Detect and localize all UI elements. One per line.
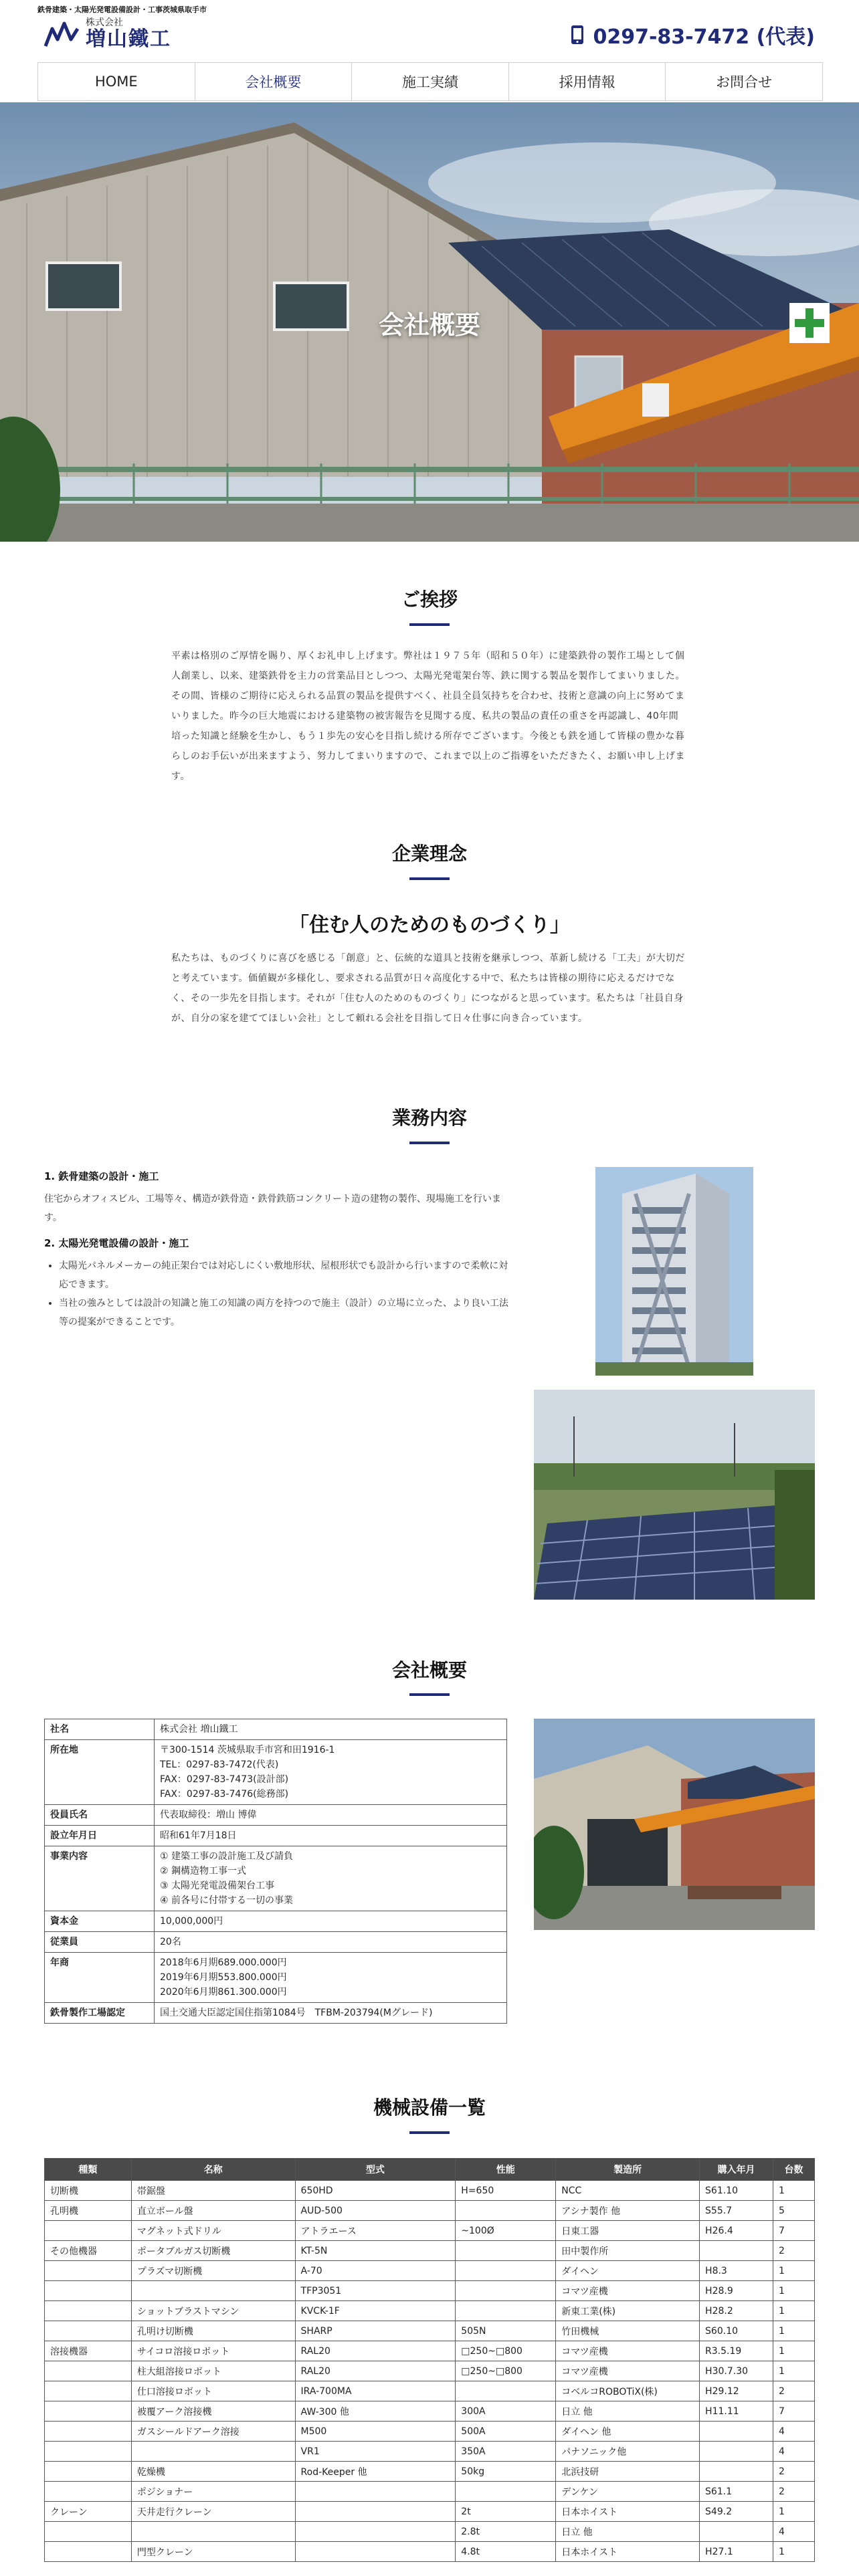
- factory-photo: [534, 1719, 815, 1930]
- global-nav: [37, 62, 823, 101]
- table-cell: プラズマ切断機: [131, 2261, 295, 2281]
- table-cell: [456, 2201, 556, 2221]
- table-cell: 仕口溶接ロボット: [131, 2381, 295, 2401]
- table-cell: VR1: [295, 2442, 456, 2462]
- table-row: [45, 2502, 815, 2522]
- table-cell: 日立 他: [556, 2522, 700, 2542]
- table-row: [45, 2542, 815, 2562]
- table-value: [155, 1911, 507, 1932]
- table-row: [45, 1932, 507, 1953]
- table-cell: TFP3051: [295, 2281, 456, 2301]
- machines-title: 機械設備一覧: [373, 2097, 486, 2119]
- table-value: [155, 1846, 507, 1911]
- nav-works[interactable]: 施工実績: [352, 63, 509, 100]
- table-cell: 乾燥機: [131, 2462, 295, 2482]
- table-cell: [131, 2442, 295, 2462]
- table-cell: RAL20: [295, 2361, 456, 2381]
- philosophy-body: 私たちは、ものづくりに喜びを感じる「創意」と、伝統的な道具と技術を継承しつつ、革新し続ける「工夫」が大切だと考えています。価値観が多様化し、要求される品質が日々高度化する中で、私たちは皆様の期待に応えるだけでなく、その一歩先を目指します。それが「住む人のためのものづくり」につながると思っています。私たちは「社員自身が、自分の家を建ててほしい会社」として頼れる会社を目指して日々仕事に向き合っています。: [171, 953, 685, 1024]
- table-cell: 2: [773, 2241, 815, 2261]
- table-cell: H27.1: [700, 2542, 773, 2562]
- table-cell: 2: [773, 2381, 815, 2401]
- list-item: • 当社の強みとしては設計の知識と施工の知識の両方を持つので施主（設計）の立場に立った、より良い工法等の提案ができることです。: [59, 1294, 512, 1331]
- table-value: [155, 2003, 507, 2024]
- table-cell: H30.7.30: [700, 2361, 773, 2381]
- table-row: [45, 1719, 507, 1740]
- table-cell: [700, 2422, 773, 2442]
- table-cell: [456, 2482, 556, 2502]
- table-value-line: 株式会社 増山鐵工: [160, 1724, 238, 1735]
- column-header: 製造所: [556, 2159, 700, 2181]
- table-value-line: 国土交通大臣認定国住指第1084号 TFBM-203794(Mグレード): [160, 2008, 433, 2018]
- logo-company-type: 株式会社: [86, 17, 123, 28]
- table-row: [45, 2261, 815, 2281]
- table-row: [45, 1805, 507, 1826]
- table-cell: [45, 2482, 132, 2502]
- table-cell: 4.8t: [456, 2542, 556, 2562]
- table-cell: 1: [773, 2181, 815, 2201]
- table-cell: 505N: [456, 2321, 556, 2341]
- table-value: [155, 1826, 507, 1846]
- table-cell: 孔明け切断機: [131, 2321, 295, 2341]
- table-value-line: ② 鋼構造物工事一式: [160, 1866, 247, 1876]
- greeting-title: ご挨拶: [401, 588, 458, 611]
- table-row: [45, 2003, 507, 2024]
- table-cell: AW-300 他: [295, 2401, 456, 2422]
- table-cell: [295, 2522, 456, 2542]
- table-cell: [456, 2281, 556, 2301]
- table-cell: 門型クレーン: [131, 2542, 295, 2562]
- table-key: 社名: [45, 1719, 155, 1740]
- hero-title: 会社概要: [378, 310, 480, 340]
- table-cell: M500: [295, 2422, 456, 2442]
- table-cell: 7: [773, 2221, 815, 2241]
- table-cell: 2: [773, 2462, 815, 2482]
- column-header: 購入年月: [700, 2159, 773, 2181]
- company-title-underline: [409, 1693, 450, 1696]
- table-cell: [700, 2462, 773, 2482]
- table-cell: H11.11: [700, 2401, 773, 2422]
- table-cell: 1: [773, 2542, 815, 2562]
- site-tagline: 鉄骨建築・太陽光発電設備設計・工事茨城県取手市: [37, 5, 207, 14]
- table-cell: 北浜技研: [556, 2462, 700, 2482]
- table-value-line: ③ 太陽光発電設備架台工事: [160, 1881, 275, 1891]
- table-key: 資本金: [45, 1911, 155, 1932]
- table-key: 鉄骨製作工場認定: [45, 2003, 155, 2024]
- table-cell: RAL20: [295, 2341, 456, 2361]
- table-cell: 5: [773, 2201, 815, 2221]
- table-cell: H28.2: [700, 2301, 773, 2321]
- table-cell: コマツ産機: [556, 2281, 700, 2301]
- table-cell: 1: [773, 2341, 815, 2361]
- table-cell: S60.10: [700, 2321, 773, 2341]
- hero-banner: [0, 102, 859, 542]
- table-row: [45, 2301, 815, 2321]
- table-cell: [45, 2361, 132, 2381]
- table-cell: 被覆アーク溶接機: [131, 2401, 295, 2422]
- business-title-underline: [409, 1142, 450, 1144]
- table-cell: 竹田機械: [556, 2321, 700, 2341]
- table-value: [155, 1719, 507, 1740]
- table-cell: [45, 2522, 132, 2542]
- table-cell: 4: [773, 2522, 815, 2542]
- philosophy-motto: 「住む人のためのものづくり」: [289, 914, 570, 937]
- table-key: 従業員: [45, 1932, 155, 1953]
- table-cell: H29.12: [700, 2381, 773, 2401]
- table-value-line: 昭和61年7月18日: [160, 1830, 237, 1841]
- business-heading-steel: 1. 鉄骨建築の設計・施工: [44, 1170, 159, 1182]
- table-cell: Rod-Keeper 他: [295, 2462, 456, 2482]
- table-cell: 日東工器: [556, 2221, 700, 2241]
- table-row: [45, 2442, 815, 2462]
- table-row: [45, 1911, 507, 1932]
- business-content: [44, 1167, 512, 1331]
- table-cell: [45, 2221, 132, 2241]
- column-header: 台数: [773, 2159, 815, 2181]
- table-row: [45, 2381, 815, 2401]
- table-row: [45, 1740, 507, 1805]
- column-header: 種類: [45, 2159, 132, 2181]
- table-cell: H8.3: [700, 2261, 773, 2281]
- table-cell: [45, 2422, 132, 2442]
- table-value-line: 2020年6月期861.300.000円: [160, 1987, 287, 1998]
- table-cell: 50kg: [456, 2462, 556, 2482]
- table-cell: 孔明機: [45, 2201, 132, 2221]
- solar-field-photo: [534, 1390, 815, 1600]
- nav-contact[interactable]: お問合せ: [716, 74, 773, 90]
- table-key: 所在地: [45, 1740, 155, 1805]
- table-cell: 日本ホイスト: [556, 2502, 700, 2522]
- table-cell: [700, 2522, 773, 2542]
- machine-table-body: [45, 2181, 815, 2562]
- table-cell: アシナ製作 他: [556, 2201, 700, 2221]
- table-cell: [456, 2301, 556, 2321]
- machines-title-underline: [409, 2131, 450, 2134]
- table-cell: 1: [773, 2502, 815, 2522]
- table-row: [45, 2321, 815, 2341]
- nav-home[interactable]: HOME: [38, 63, 195, 100]
- table-cell: S61.10: [700, 2181, 773, 2201]
- table-cell: コベルコROBOTiX(株): [556, 2381, 700, 2401]
- table-cell: 柱大組溶接ロボット: [131, 2361, 295, 2381]
- table-row: [45, 2401, 815, 2422]
- table-cell: 新東工業(株): [556, 2301, 700, 2321]
- table-cell: 1: [773, 2261, 815, 2281]
- business-solar-list: [59, 1257, 512, 1331]
- table-key: 事業内容: [45, 1846, 155, 1911]
- column-header: 名称: [131, 2159, 295, 2181]
- table-cell: クレーン: [45, 2502, 132, 2522]
- table-cell: [700, 2442, 773, 2462]
- table-cell: 4: [773, 2442, 815, 2462]
- table-cell: [45, 2442, 132, 2462]
- table-cell: [131, 2522, 295, 2542]
- table-cell: [456, 2381, 556, 2401]
- table-cell: 2.8t: [456, 2522, 556, 2542]
- table-cell: ダイヘン: [556, 2261, 700, 2281]
- table-row: [45, 2522, 815, 2542]
- table-cell: 溶接機器: [45, 2341, 132, 2361]
- table-key: 年商: [45, 1953, 155, 2003]
- table-cell: ~100Ø: [456, 2221, 556, 2241]
- table-cell: コマツ産機: [556, 2341, 700, 2361]
- table-value-line: 20名: [160, 1937, 181, 1947]
- table-cell: [45, 2462, 132, 2482]
- logo-company-name: 増山鐵工: [86, 27, 171, 51]
- table-cell: 1: [773, 2321, 815, 2341]
- header-phone[interactable]: [570, 20, 815, 49]
- table-row: [45, 2462, 815, 2482]
- table-cell: 300A: [456, 2401, 556, 2422]
- table-cell: 2t: [456, 2502, 556, 2522]
- table-cell: [456, 2241, 556, 2261]
- table-cell: [131, 2281, 295, 2301]
- table-value: [155, 1953, 507, 2003]
- nav-recruit[interactable]: 採用情報: [509, 63, 666, 100]
- table-cell: 日立 他: [556, 2401, 700, 2422]
- table-row: [45, 2201, 815, 2221]
- table-cell: □250~□800: [456, 2361, 556, 2381]
- table-row: [45, 2181, 815, 2201]
- table-cell: 500A: [456, 2422, 556, 2442]
- table-value-line: ④ 前各号に付帯する一切の事業: [160, 1895, 294, 1906]
- table-cell: IRA-700MA: [295, 2381, 456, 2401]
- company-profile-table: [44, 1719, 507, 2024]
- table-row: [45, 1953, 507, 2003]
- table-cell: 650HD: [295, 2181, 456, 2201]
- table-cell: 帯鋸盤: [131, 2181, 295, 2201]
- table-cell: [45, 2261, 132, 2281]
- table-cell: [456, 2261, 556, 2281]
- machine-equipment-table: [44, 2158, 815, 2562]
- table-row: [45, 2221, 815, 2241]
- table-cell: 2: [773, 2482, 815, 2502]
- phone-icon: [570, 25, 585, 45]
- table-value-line: 2019年6月期553.800.000円: [160, 1972, 287, 1983]
- phone-number: 0297-83-7472 (代表): [593, 25, 815, 49]
- nav-company[interactable]: 会社概要: [195, 63, 353, 100]
- table-value: [155, 1740, 507, 1805]
- table-cell: SHARP: [295, 2321, 456, 2341]
- table-cell: [45, 2281, 132, 2301]
- table-cell: 1: [773, 2281, 815, 2301]
- table-value-line: FAX：0297-83-7476(総務部): [160, 1789, 289, 1800]
- philosophy-title-underline: [409, 877, 450, 880]
- business-heading-solar: 2. 太陽光発電設備の設計・施工: [44, 1237, 189, 1249]
- table-cell: 天井走行クレーン: [131, 2502, 295, 2522]
- table-key: 役員氏名: [45, 1805, 155, 1826]
- column-header: 性能: [456, 2159, 556, 2181]
- table-row: [45, 1826, 507, 1846]
- table-cell: ポータブルガス切断機: [131, 2241, 295, 2261]
- table-cell: ショットブラストマシン: [131, 2301, 295, 2321]
- table-cell: 350A: [456, 2442, 556, 2462]
- table-cell: R3.5.19: [700, 2341, 773, 2361]
- table-row: [45, 2241, 815, 2261]
- table-cell: [700, 2241, 773, 2261]
- table-cell: サイコロ溶接ロボット: [131, 2341, 295, 2361]
- table-key: 設立年月日: [45, 1826, 155, 1846]
- table-cell: A-70: [295, 2261, 456, 2281]
- column-header: 型式: [295, 2159, 456, 2181]
- table-value: [155, 1932, 507, 1953]
- table-cell: [45, 2301, 132, 2321]
- table-cell: ダイヘン 他: [556, 2422, 700, 2442]
- table-cell: 7: [773, 2401, 815, 2422]
- table-cell: その他機器: [45, 2241, 132, 2261]
- table-row: [45, 2341, 815, 2361]
- table-value-line: FAX：0297-83-7473(設計部): [160, 1774, 289, 1785]
- table-cell: [295, 2482, 456, 2502]
- table-cell: S61.1: [700, 2482, 773, 2502]
- table-cell: ポジショナー: [131, 2482, 295, 2502]
- table-row: [45, 2361, 815, 2381]
- table-cell: 日本ホイスト: [556, 2542, 700, 2562]
- table-value-line: 2018年6月期689.000.000円: [160, 1957, 287, 1968]
- table-row: [45, 1846, 507, 1911]
- table-cell: 1: [773, 2301, 815, 2321]
- table-cell: S49.2: [700, 2502, 773, 2522]
- table-cell: [295, 2502, 456, 2522]
- table-row: [45, 2281, 815, 2301]
- table-cell: 4: [773, 2422, 815, 2442]
- table-cell: KVCK-1F: [295, 2301, 456, 2321]
- table-cell: NCC: [556, 2181, 700, 2201]
- table-value-line: TEL：0297-83-7472(代表): [160, 1759, 279, 1770]
- table-cell: 1: [773, 2361, 815, 2381]
- table-cell: □250~□800: [456, 2341, 556, 2361]
- table-cell: S55.7: [700, 2201, 773, 2221]
- table-cell: 田中製作所: [556, 2241, 700, 2261]
- building-photo: [595, 1167, 753, 1376]
- table-cell: アトラエース: [295, 2221, 456, 2241]
- table-row: [45, 2422, 815, 2442]
- table-cell: パナソニック他: [556, 2442, 700, 2462]
- table-cell: H26.4: [700, 2221, 773, 2241]
- table-cell: マグネット式ドリル: [131, 2221, 295, 2241]
- logo-mark-icon: [43, 19, 80, 49]
- table-cell: [45, 2542, 132, 2562]
- table-cell: デンケン: [556, 2482, 700, 2502]
- table-cell: ガスシールドアーク溶接: [131, 2422, 295, 2442]
- table-cell: [295, 2542, 456, 2562]
- table-cell: 直立ボール盤: [131, 2201, 295, 2221]
- table-cell: H28.9: [700, 2281, 773, 2301]
- company-title: 会社概要: [391, 1659, 467, 1681]
- business-text-steel: 住宅からオフィスビル、工場等々、構造が鉄骨造・鉄骨鉄筋コンクリート造の建物の製作、現場施工を行います。: [44, 1194, 502, 1223]
- business-title: 業務内容: [391, 1107, 467, 1129]
- table-row: [45, 2482, 815, 2502]
- table-cell: [45, 2381, 132, 2401]
- table-value-line: 〒300-1514 茨城県取手市宮和田1916-1: [160, 1745, 335, 1755]
- table-value: [155, 1805, 507, 1826]
- greeting-title-underline: [409, 623, 450, 626]
- table-cell: KT-5N: [295, 2241, 456, 2261]
- philosophy-title: 企業理念: [391, 843, 467, 865]
- table-cell: H=650: [456, 2181, 556, 2201]
- table-value-line: 10,000,000円: [160, 1916, 223, 1927]
- table-value-line: ① 建築工事の設計施工及び請負: [160, 1851, 294, 1862]
- table-cell: 切断機: [45, 2181, 132, 2201]
- table-header-row: [45, 2159, 815, 2181]
- list-item: • 太陽光パネルメーカーの純正架台では対応しにくい敷地形状、屋根形状でも設計から行いますので柔軟に対応できます。: [59, 1257, 512, 1294]
- greeting-body: 平素は格別のご厚情を賜り、厚くお礼申し上げます。弊社は１９７５年（昭和５０年）に建築鉄骨の製作工場として個人創業し、以来、建築鉄骨を主力の営業品目としつつ、太陽光発電架台等、鉄に関する製品を製作してまいりました。その間、皆様のご期待に応えられる品質の製品を提供すべく、社員全員気持ちを合わせ、技術と意識の向上に努めてまいりました。昨今の巨大地震における建築物の被害報告を見聞する度、私共の製品の責任の重さを再認識し、40年間培った知識と経験を生かし、もう１歩先の安心を目指し続ける所存でございます。今後とも鉄を通して皆様の豊かな暮らしのお手伝いが出来ますよう、努力してまいりますので、これまで以上のご指導をいただきたく、お願い申し上げます。: [171, 651, 685, 782]
- table-cell: [45, 2401, 132, 2422]
- table-cell: コマツ産機: [556, 2361, 700, 2381]
- site-logo[interactable]: [43, 17, 171, 51]
- table-cell: AUD-500: [295, 2201, 456, 2221]
- table-cell: [45, 2321, 132, 2341]
- table-value-line: 代表取締役：増山 博偉: [160, 1810, 257, 1820]
